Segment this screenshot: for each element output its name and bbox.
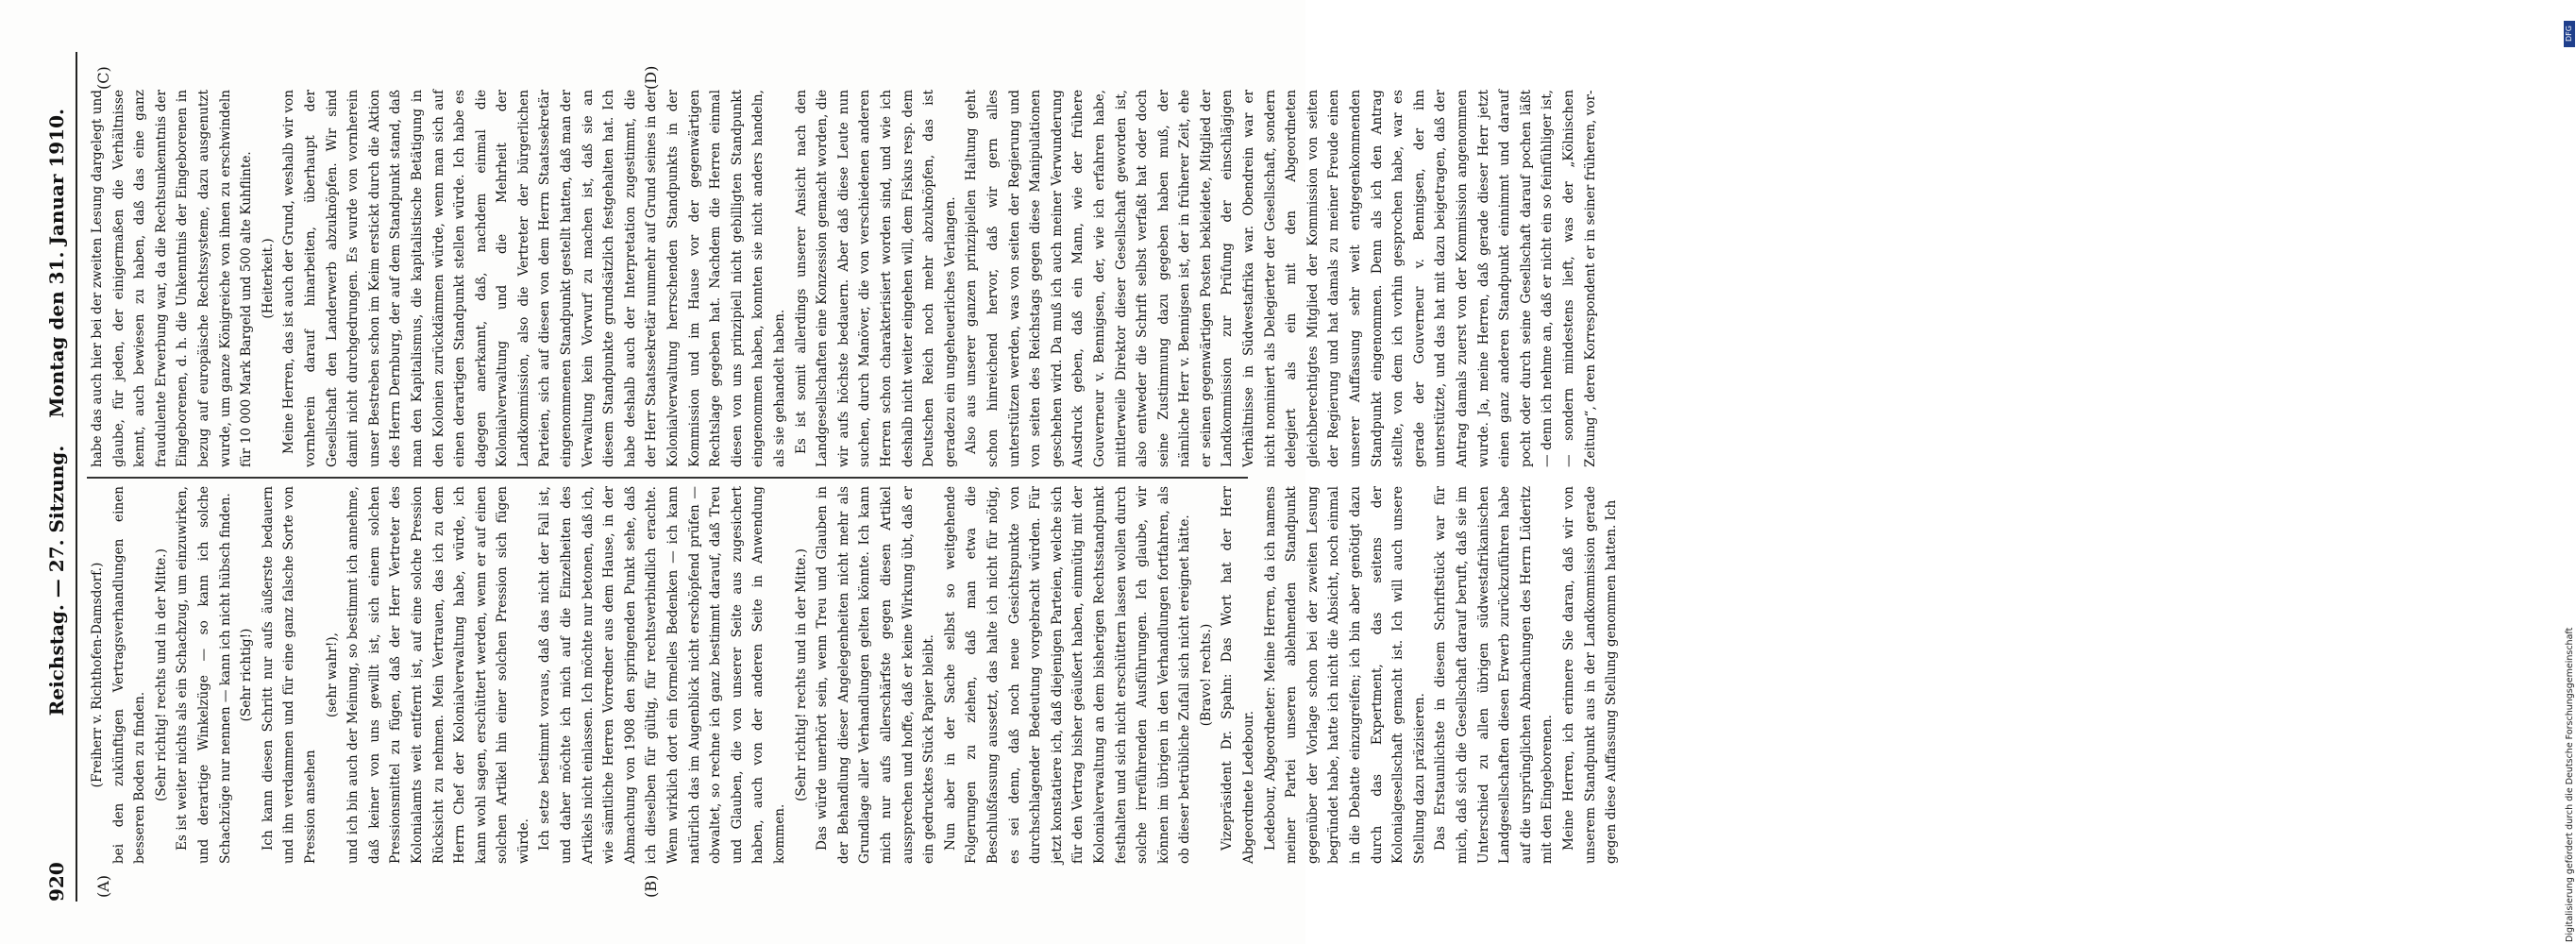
interjection: (Heiterkeit.) <box>260 238 276 319</box>
rotated-page-content <box>38 52 1620 902</box>
page-number: 920 <box>45 862 68 902</box>
header-rule <box>76 52 77 902</box>
interjection: (Sehr richtig! rechts und in der Mitte.) <box>793 548 809 801</box>
paragraph: Also aus unserer ganzen prinzipiellen Haltung geht schon hinreichend hervor, daß wir gern alles unterstützen werden, was von seiten der Regierung und von seiten des Reichstags gegen diese Manipulationen geschehen wird. Da muß ich auch meiner Verwunderung Ausdruck geben, daß ein Mann, wie der frühere Gouverneur v. Bennigsen, der, wie ich erfahren habe, mittlerweile Direktor dieser Gesellschaft geworden ist, also entweder die Schrift selbst verfaßt hat oder doch seine Zustimmung dazu gegeben haben muß, der nämliche Herr v. Bennigsen ist, der in früherer Zeit, ehe er seinen gegenwärtigen Posten bekleidete, Mitglied der Landkommission zur Prüfung der einschlägigen Verhältnisse in Südwestafrika war. Obendrein war er nicht nominiert als Delegierter der Gesellschaft, sondern delegiert als ein mit den Abgeordneten gleichberechtigtes Mitglied der Kommission von seiten der Regierung und hat damals zu meiner Freude einen unserer Auffassung sehr weit entgegenkommenden Standpunkt eingenommen. Denn als ich den Antrag stellte, von dem ich vorhin gesprochen habe, war es gerade der Gouverneur v. Bennigsen, der ihn unterstützte, und das hat mit dazu beigetragen, daß der Antrag damals zuerst von der Kommission angenommen wurde. Ja, meine Herren, daß gerade dieser Herr jetzt einen ganz anderen Standpunkt einnimmt und darauf pocht oder durch seine Gesellschaft darauf pochen läßt — denn ich nehme an, daß er nicht ein so feinfühliger ist, — sondern mindestens lieft, was der „Kölnischen Zeitung“, deren Korrespondent er in seiner früheren, vor- <box>964 90 1598 467</box>
paragraph: Das würde unerhört sein, wenn Treu und Glauben in der Behandlung dieser Angelegenheiten nicht mehr als Grundlage aller Verhandlungen gelten könnte. Ich kann mich nur aufs allerschärfste gegen diesen Artikel aussprechen und hoffe, daß er keine Wirkung übt, daß er ein gedrucktes Stück Papier bleibt. <box>815 486 937 864</box>
paragraph: Meine Herren, ich erinnere Sie daran, daß wir von unserem Standpunkt aus in der Landkommission gerade gegen diese Auffassung Stellung genommen hatten. Ich <box>1560 486 1620 864</box>
interjection: (Bravo! rechts.) <box>1198 623 1214 727</box>
interjection: (Sehr richtig!) <box>239 628 255 722</box>
right-column <box>87 90 1598 467</box>
interjection: (Sehr richtig! rechts und in der Mitte.) <box>153 548 169 801</box>
left-column <box>87 486 1620 864</box>
interjection: (sehr wahr!), <box>324 632 340 717</box>
margin-marker-a: (A) <box>94 874 112 898</box>
running-head <box>38 52 76 902</box>
margin-marker-b: (B) <box>642 874 660 898</box>
margin-marker-d: (D) <box>642 65 660 90</box>
paragraph: Meine Herren, das ist auch der Grund, weshalb wir von vornherein darauf hinarbeiten, überhaupt der Gesellschaft den Landerwerb abzuknöpfen. Wir sind damit nicht durchgedrungen. Es wurde von vornherein unser Bestreben schon im Keim erstickt durch die Aktion des Herrn Dernburg, der auf dem Standpunkt stand, daß man den Kapitalismus, die kapitalistische Betätigung in den Kolonien zurückdämmen würde, wenn man sich auf einen derartigen Standpunkt stellen würde. Ich habe es dagegen anerkannt, daß, nachdem einmal die Kolonialverwaltung und die Mehrheit der Landkommission, also die Vertreter der bürgerlichen Parteien, sich auf diesen von dem Herrn Staatssekretär eingenommenen Standpunkt gestellt hatten, daß man der Verwaltung kein Vorwurf zu machen ist, daß sie an diesem Standpunkte grundsätzlich festgehalten hat. Ich habe deshalb auch der Interpretation zugestimmt, die der Herr Staatssekretär nunmehr auf Grund seines in der Kolonialverwaltung herrschenden Standpunkts in der Kommission und im Hause vor der gegenwärtigen Rechtslage gegeben hat. Nachdem die Herren einmal diesen von uns prinzipiell nicht gebilligten Standpunkt eingenommen haben, konnten sie nicht anders handeln, als sie gehandelt haben. <box>281 90 787 467</box>
running-date: Montag den 31. Januar 1910. <box>45 109 68 418</box>
running-title: Reichstag. — 27. Sitzung. <box>45 445 68 716</box>
paragraph: Es ist somit allerdings unserer Ansicht nach den Landgesellschaften eine Konzession gemacht worden, die wir aufs höchste bedauern. Aber daß diese Leute nun suchen, durch Manöver, die von verschiedenen anderen Herren schon charakterisiert worden sind, und wie ich deshalb nicht weiter eingehen will, dem Fiskus resp. dem Deutschen Reich noch mehr abzuknöpfen, das ist geradezu ein ungeheuerliches Verlangen. <box>793 90 958 467</box>
dfg-logo: DFG <box>2564 21 2575 47</box>
paragraph: und ich bin auch der Meinung, so bestimmt ich annehme, daß keiner von uns gewillt ist, sich einem solchen Pressionsmittel zu fügen, daß der Herr Vertreter des Kolonialamts weit entfernt ist, auf eine solche Pression Rücksicht zu nehmen. Mein Vertrauen, das ich zu dem Herrn Chef der Kolonialverwaltung habe, würde, ich kann wohl sagen, erschüttert werden, wenn er auf einen solchen Artikel hin einer solchen Pression sich fügen würde. <box>345 486 531 864</box>
column-divider <box>87 477 1248 479</box>
paragraph: Nun aber in der Sache selbst so weitgehende Folgerungen zu ziehen, daß man etwa die Beschlußfassung aussetzt, das halte ich nicht für nötig, es sei denn, daß noch neue Gesichtspunkte von durchschlagender Bedeutung vorgebracht würden. Für jetzt konstatiere ich, daß diejenigen Parteien, welche sich für den Vertrag bisher geäußert haben, einmütig mit der Kolonialverwaltung an dem bisherigen Rechtsstandpunkt festhalten und sich nicht erschüttern lassen wollen durch solche irreführenden Ausführungen. Ich glaube, wir können im übrigen in den Verhandlungen fortfahren, als ob dieser betrübliche Zufall sich nicht ereignet hätte. <box>942 486 1193 864</box>
digitization-credit: Digitalisierung gefördert durch die Deutsche Forschungsgemeinschaft <box>2565 627 2575 942</box>
paragraph: Es ist weiter nichts als ein Schachzug, um einzuwirken, und derartige Winkelzüge — so kann ich solche Schachzüge nur nennen — kann ich nicht hübsch finden. <box>175 486 233 864</box>
paragraph: Das Erstaunlichste in diesem Schriftstück war für mich, daß sich die Gesellschaft darauf beruft, daß sie im Unterschied zu allen übrigen südwestafrikanischen Landgesellschaften diesen Erwerb zurückzuführen habe auf die ursprünglichen Abmachungen des Herrn Lüderitz mit den Eingeborenen. <box>1433 486 1556 864</box>
paragraph: bei den zukünftigen Vertragsverhandlungen einen besseren Boden zu finden. <box>110 486 148 864</box>
margin-marker-c: (C) <box>94 66 112 90</box>
paragraph: Ich kann diesen Schritt nur aufs äußerste bedauern und ihn verdammen und für eine ganz falsche Sorte von Pression ansehen <box>260 486 318 864</box>
speaker-attribution: (Freiherr v. Richthofen-Damsdorf.) <box>90 562 105 788</box>
paragraph: habe das auch hier bei der zweiten Lesung dargelegt und glaube, für jeden, der einigermaßen die Verhältnisse kennt, auch bewiesen zu haben, daß das eine ganz fraudulente Erwerbung war, da die Rechtsunkenntnis der Eingeborenen, d. h. die Unkenntnis der Eingeborenen in bezug auf europäische Rechtssysteme, dazu ausgenutzt wurde, um ganze Königreiche von ihnen zu erschwindeln für 10 000 Mark Bargeld und 500 alte Kuhflinte. <box>90 90 255 467</box>
paragraph: Ich setze bestimmt voraus, daß das nicht der Fall ist, und daher möchte ich mich auf die Einzelheiten des Artikels nicht einlassen. Ich möchte nur betonen, daß ich, wie sämtliche Herren Vorredner aus dem Hause, in der Abmachung von 1908 den springenden Punkt sehe, daß ich dieselben für gültig, für rechtsverbindlich erachte. Wenn wirklich dort ein formelles Bedenken — ich kann natürlich das im Augenblick nicht erschöpfend prüfen — obwaltet, so rechne ich ganz bestimmt darauf, daß Treu und Glauben, die von unserer Seite aus zugesichert haben, auch von der anderen Seite in Anwendung kommen. <box>537 486 787 864</box>
paragraph: Ledebour, Abgeordneter: Meine Herren, da ich namens meiner Partei unseren ablehnenden Standpunkt gegenüber der Vorlage schon bei der zweiten Lesung begründet habe, hatte ich nicht die Absicht, noch einmal in die Debatte einzugreifen; ich bin aber genötigt dazu durch das Expertment, das seitens der Kolonialgesellschaft gemacht ist. Ich will auch unsere Stellung dazu präzisieren. <box>1262 486 1427 864</box>
paragraph: Vizepräsident Dr. Spahn: Das Wort hat der Herr Abgeordnete Ledebour. <box>1220 486 1257 864</box>
